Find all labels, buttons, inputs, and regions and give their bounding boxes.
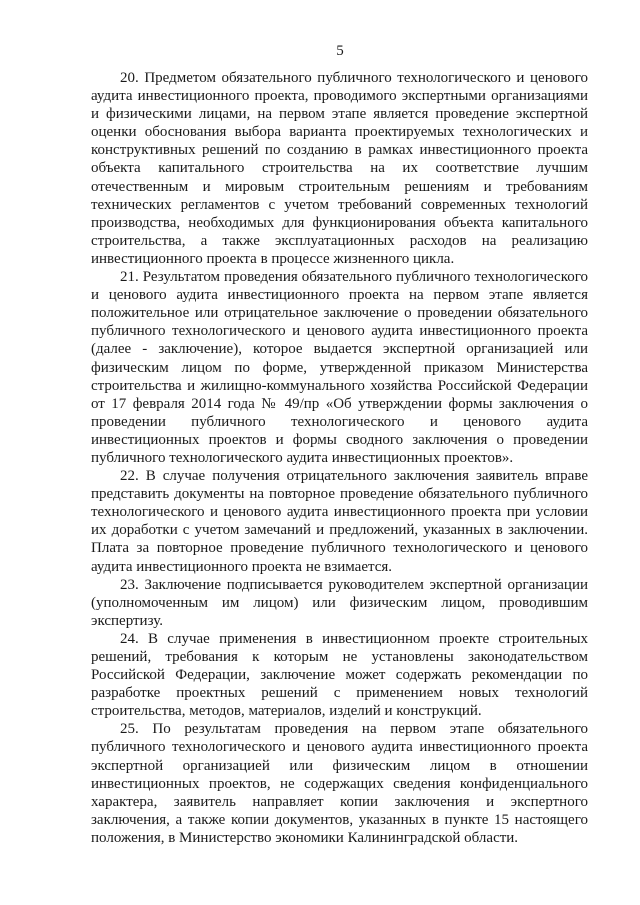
paragraph-23: 23. Заключение подписывается руководителем экспертной организации (уполномоченным им лицом) или физическим лицом, проводившим экспертизу. — [91, 576, 588, 629]
paragraph-22: 22. В случае получения отрицательного заключения заявитель вправе представить документы на повторное проведение обязательного публичного технологического и ценового аудита инвестиционного проекта при условии их доработки с учетом замечаний и предложений, указанных в заключении. Плата за повторное проведение публичного технологического и ценового аудита инвестиционного проекта не взимается. — [91, 468, 588, 575]
document-body — [91, 69, 588, 847]
paragraph-24: 24. В случае применения в инвестиционном проекте строительных решений, требования к которым не установлены законодательством Российской Федерации, заключение может содержать рекомендации по разработке проектных решений с применением новых технологий строительства, методов, материалов, изделий и конструкций. — [91, 630, 588, 720]
paragraph-21: 21. Результатом проведения обязательного публичного технологического и ценового аудита инвестиционного проекта на первом этапе является положительное или отрицательное заключение о проведении обязательного публичного технологического и ценового аудита инвестиционного проекта (далее - заключение), которое выдается экспертной организацией или физическим лицом по форме, утвержденной приказом Министерства строительства и жилищно-коммунального хозяйства Российской Федерации от 17 февраля 2014 года № 49/пр «Об утверждении формы заключения о проведении публичного технологического и ценового аудита инвестиционных проектов и формы сводного заключения о проведении публичного технологического аудита инвестиционных проектов». — [91, 269, 588, 466]
page-number: 5 — [336, 43, 344, 59]
paragraph-25: 25. По результатам проведения на первом этапе обязательного публичного технологического и ценового аудита инвестиционного проекта экспертной организацией или физическим лицом в отношении инвестиционных проектов, не содержащих сведения конфиденциального характера, заявитель направляет копии заключения и экспертного заключения, а также копии документов, указанных в пункте 15 настоящего положения, в Министерство экономики Калининградской области. — [91, 721, 588, 846]
paragraph-20: 20. Предметом обязательного публичного технологического и ценового аудита инвестиционного проекта, проводимого экспертными организациями и физическими лицами, на первом этапе является проведение экспертной оценки обоснования выбора варианта проектируемых технологических и конструктивных решений по созданию в рамках инвестиционного проекта объекта капитального строительства на их соответствие лучшим отечественным и мировым строительным решениям и требованиям технических регламентов с учетом требований современных технологий производства, необходимых для функционирования объекта капитального строительства, а также эксплуатационных расходов на реализацию инвестиционного проекта в процессе жизненного цикла. — [91, 70, 588, 267]
